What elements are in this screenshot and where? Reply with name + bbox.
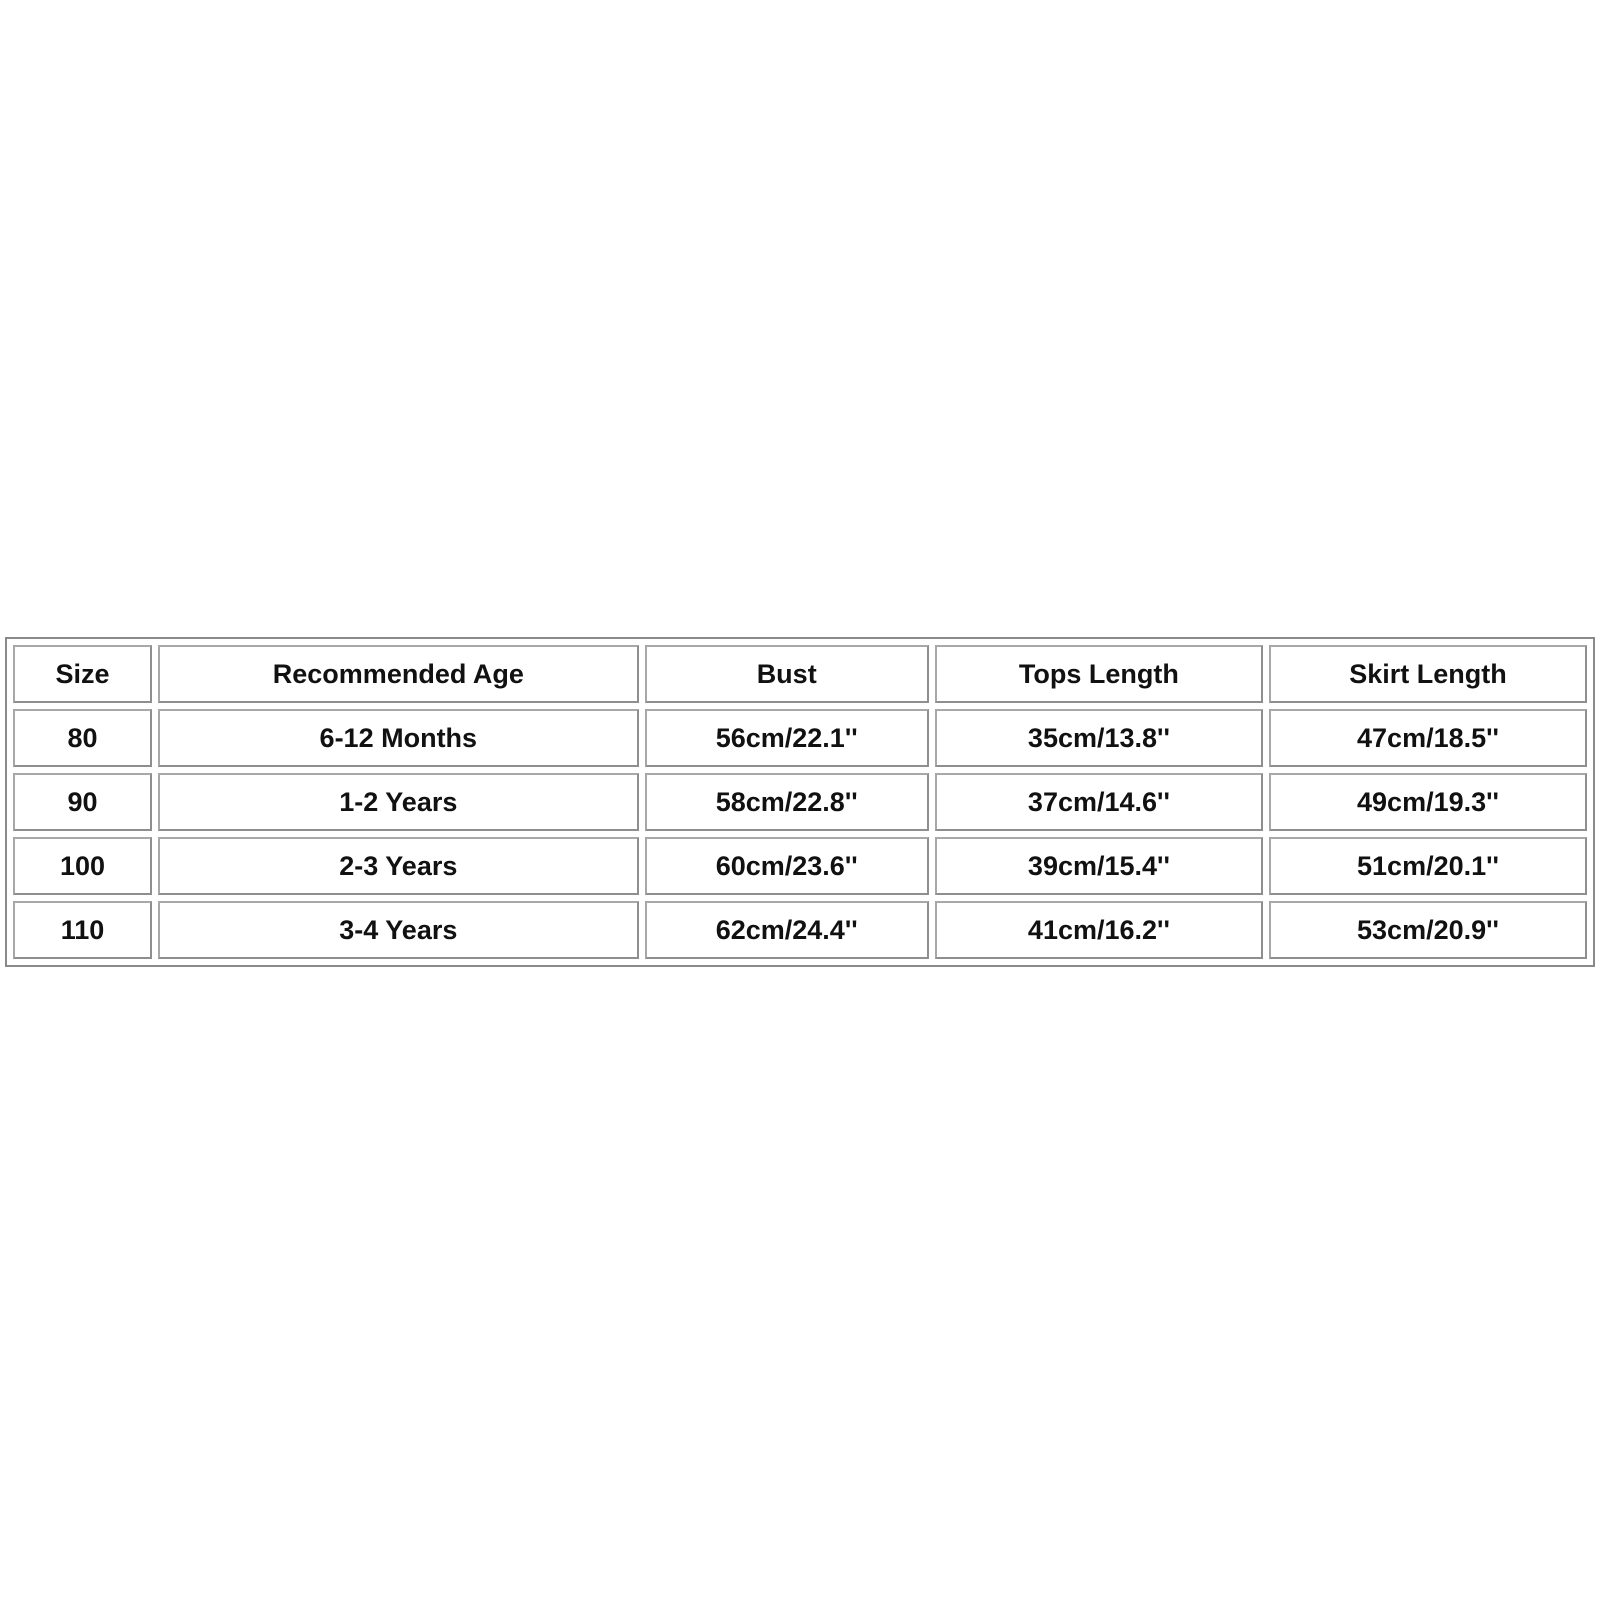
cell-size: 110 <box>13 901 152 959</box>
cell-recommended-age: 6-12 Months <box>158 709 639 767</box>
cell-bust: 60cm/23.6'' <box>645 837 929 895</box>
header-skirt-length: Skirt Length <box>1269 645 1587 703</box>
cell-size: 80 <box>13 709 152 767</box>
header-recommended-age: Recommended Age <box>158 645 639 703</box>
cell-skirt-length: 49cm/19.3'' <box>1269 773 1587 831</box>
table-row <box>13 709 1587 767</box>
cell-tops-length: 35cm/13.8'' <box>935 709 1263 767</box>
header-size: Size <box>13 645 152 703</box>
table-row <box>13 773 1587 831</box>
cell-bust: 62cm/24.4'' <box>645 901 929 959</box>
table-row <box>13 901 1587 959</box>
cell-recommended-age: 1-2 Years <box>158 773 639 831</box>
cell-recommended-age: 3-4 Years <box>158 901 639 959</box>
table-row <box>13 837 1587 895</box>
cell-recommended-age: 2-3 Years <box>158 837 639 895</box>
cell-bust: 58cm/22.8'' <box>645 773 929 831</box>
cell-skirt-length: 47cm/18.5'' <box>1269 709 1587 767</box>
cell-tops-length: 41cm/16.2'' <box>935 901 1263 959</box>
cell-size: 100 <box>13 837 152 895</box>
cell-tops-length: 39cm/15.4'' <box>935 837 1263 895</box>
size-chart-table <box>5 637 1595 967</box>
cell-skirt-length: 53cm/20.9'' <box>1269 901 1587 959</box>
cell-size: 90 <box>13 773 152 831</box>
header-bust: Bust <box>645 645 929 703</box>
cell-bust: 56cm/22.1'' <box>645 709 929 767</box>
header-tops-length: Tops Length <box>935 645 1263 703</box>
cell-tops-length: 37cm/14.6'' <box>935 773 1263 831</box>
table-header-row <box>13 645 1587 703</box>
cell-skirt-length: 51cm/20.1'' <box>1269 837 1587 895</box>
